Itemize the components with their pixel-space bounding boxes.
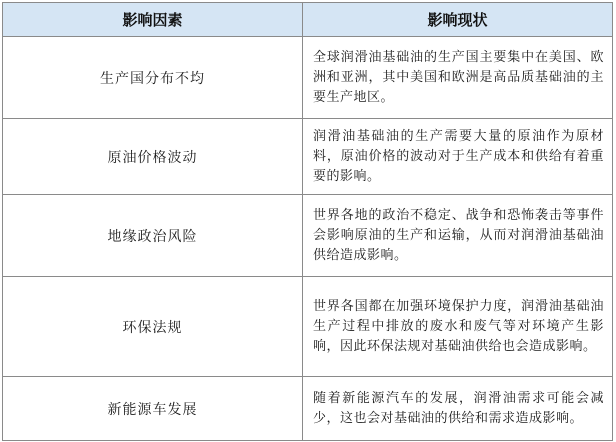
table-header-row [3, 3, 613, 37]
factor-cell: 原油价格波动 [3, 119, 303, 195]
impact-cell: 世界各国都在加强环境保护力度，润滑油基础油生产过程中排放的废水和废气等对环境产生影响，因此环保法规对基础油供给也会造成影响。 [303, 277, 613, 377]
impact-cell: 全球润滑油基础油的生产国主要集中在美国、欧洲和亚洲，其中美国和欧洲是高品质基础油的主要生产地区。 [303, 37, 613, 119]
table-row [3, 195, 613, 277]
table-row [3, 119, 613, 195]
impact-table-container [2, 2, 612, 440]
table-row [3, 377, 613, 441]
header-factor: 影响因素 [3, 3, 303, 37]
table-row [3, 37, 613, 119]
impact-cell: 随着新能源汽车的发展，润滑油需求可能会减少，这也会对基础油的供给和需求造成影响。 [303, 377, 613, 441]
factor-cell: 环保法规 [3, 277, 303, 377]
factor-cell: 生产国分布不均 [3, 37, 303, 119]
impact-factors-table [2, 2, 613, 441]
impact-cell: 世界各地的政治不稳定、战争和恐怖袭击等事件会影响原油的生产和运输，从而对润滑油基础油供给造成影响。 [303, 195, 613, 277]
factor-cell: 地缘政治风险 [3, 195, 303, 277]
header-impact: 影响现状 [303, 3, 613, 37]
table-row [3, 277, 613, 377]
impact-cell: 润滑油基础油的生产需要大量的原油作为原材料，原油价格的波动对于生产成本和供给有着重要的影响。 [303, 119, 613, 195]
factor-cell: 新能源车发展 [3, 377, 303, 441]
